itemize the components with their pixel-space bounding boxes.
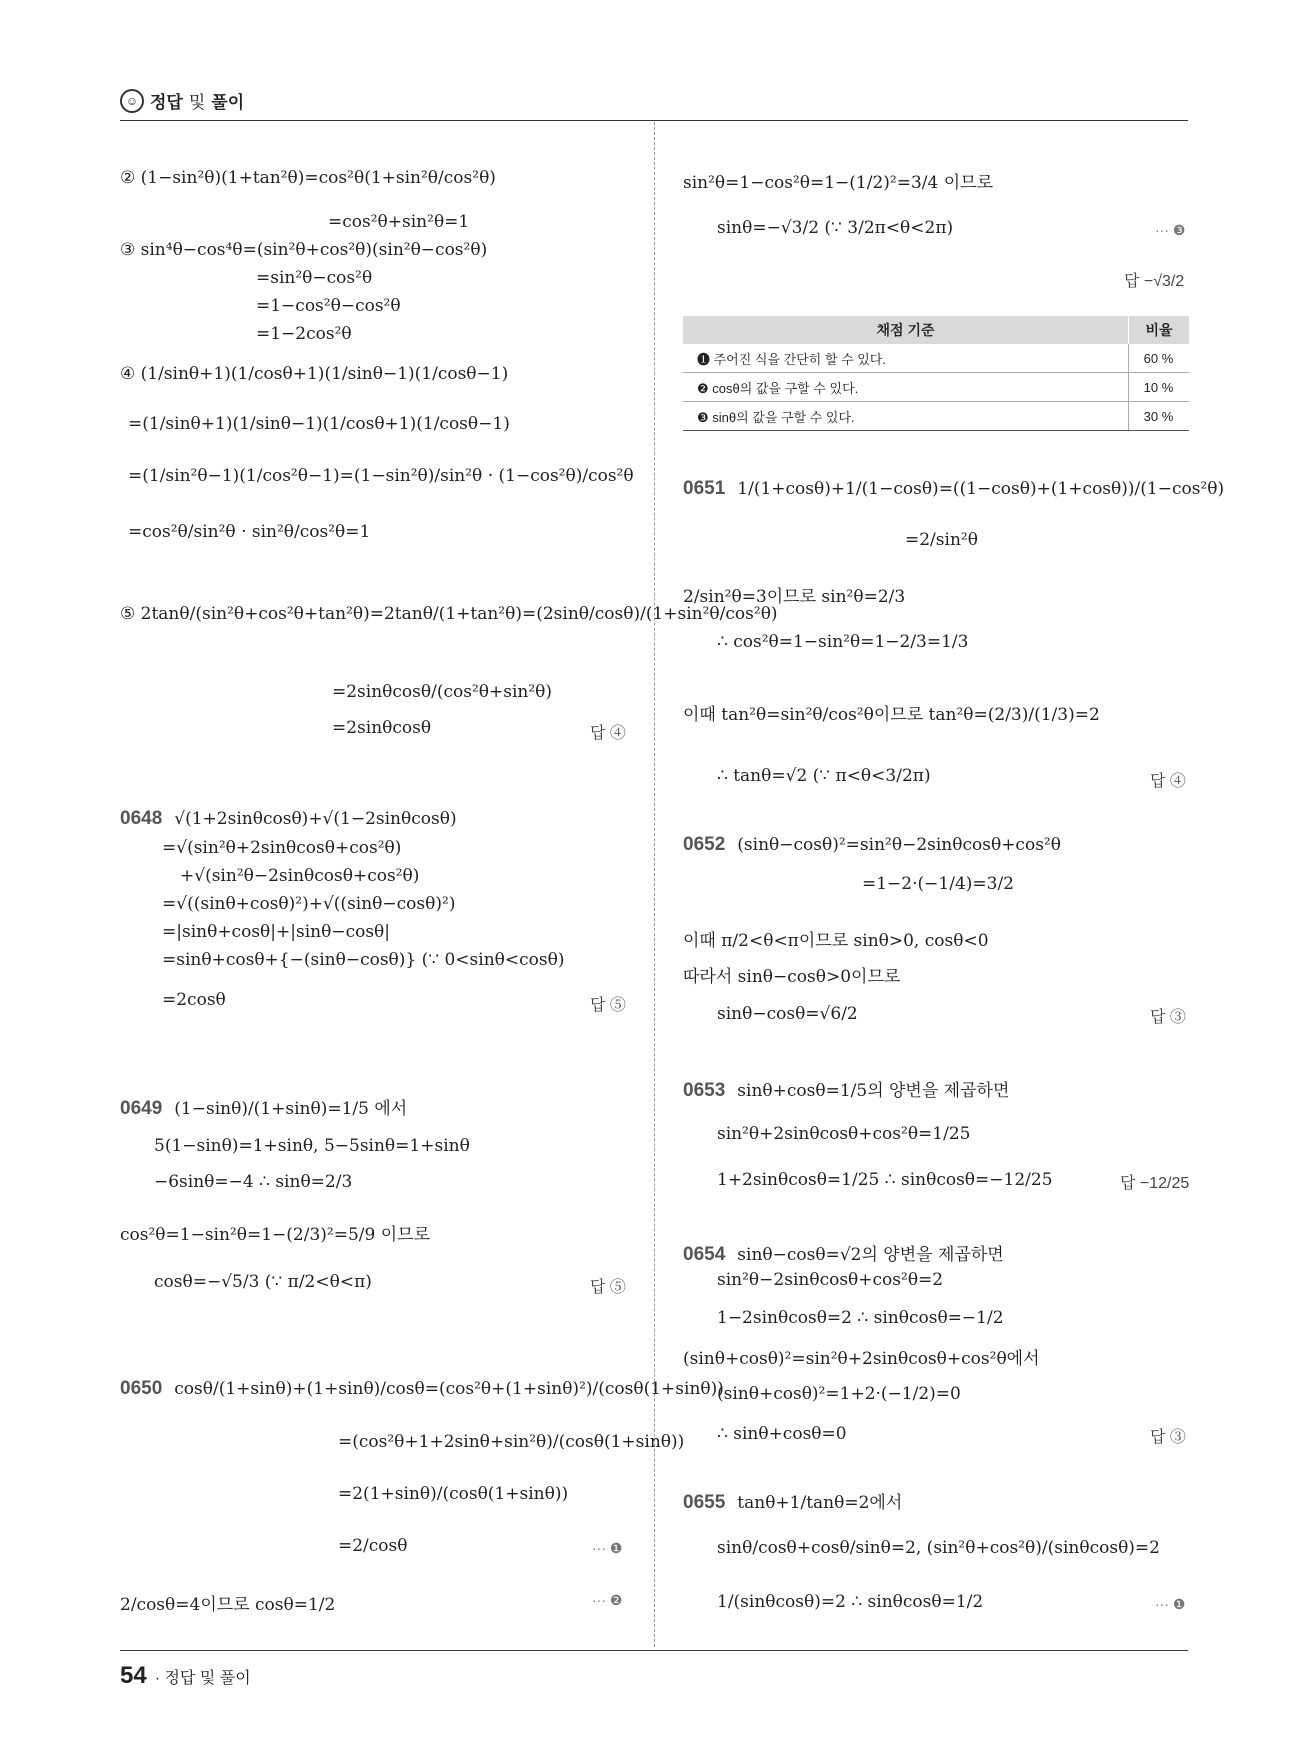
problem-0649 [120, 1094, 407, 1120]
eq-line: ⑤ 2tanθ/(sin²θ+cos²θ+tan²θ)=2tanθ/(1+tan²θ)=(2sinθ/cosθ)/(1+sin²θ/cos²θ) [120, 604, 778, 624]
answer-mark: 답 ④ [1150, 773, 1186, 790]
eq-line: =2/cosθ [338, 1536, 408, 1556]
eq-line: =2sinθcosθ [332, 718, 432, 738]
eq-line: ② (1−sin²θ)(1+tan²θ)=cos²θ(1+sin²θ/cos²θ) [120, 168, 496, 188]
step-marker: ··· ❶ [1155, 1596, 1186, 1612]
eq-line: ∴ cos²θ=1−sin²θ=1−2/3=1/3 [717, 632, 969, 652]
page-footer [120, 1662, 251, 1690]
table-cell: 30 % [1129, 402, 1190, 431]
problem-0655 [683, 1488, 902, 1514]
eq-line: 2/cosθ=4이므로 cosθ=1/2 [120, 1595, 336, 1615]
eq-line: sinθ+cosθ=1/5의 양변을 제곱하면 [737, 1081, 1010, 1101]
eq-line: =1−2cos²θ [256, 324, 352, 344]
eq-line: (sinθ+cosθ)²=sin²θ+2sinθcosθ+cos²θ에서 [683, 1349, 1040, 1369]
eq-line: 이때 π/2<θ<π이므로 sinθ>0, cosθ<0 [683, 931, 989, 951]
header-title-a: 정답 [150, 93, 183, 112]
header-title-c: 풀이 [211, 93, 245, 112]
eq-line: ④ (1/sinθ+1)(1/cosθ+1)(1/sinθ−1)(1/cosθ−1) [120, 364, 509, 384]
answer-mark: 답 ⑤ [590, 997, 626, 1014]
answer-mark: 답 ⑤ [590, 1279, 626, 1296]
eq-line: =√((sinθ+cosθ)²)+√((sinθ−cosθ)²) [162, 894, 456, 914]
problem-0648 [120, 808, 457, 830]
problem-number: 0648 [120, 808, 163, 829]
table-cell: 10 % [1129, 373, 1190, 402]
column-divider [654, 122, 655, 1647]
eq-line: 1−2sinθcosθ=2 ∴ sinθcosθ=−1/2 [717, 1308, 1004, 1328]
eq-line: =2sinθcosθ/(cos²θ+sin²θ) [332, 682, 553, 702]
problem-0654 [683, 1240, 1004, 1266]
eq-line: =2cosθ [162, 990, 226, 1010]
problem-0650 [120, 1378, 724, 1400]
problem-number: 0652 [683, 834, 726, 855]
eq-line: =2(1+sinθ)/(cosθ(1+sinθ)) [338, 1484, 569, 1504]
header-title-b: 및 [188, 93, 206, 112]
eq-line: =sin²θ−cos²θ [256, 268, 373, 288]
eq-line: (sinθ−cosθ)²=sin²θ−2sinθcosθ+cos²θ [737, 835, 1061, 855]
answer-mark: 답 ③ [1150, 1009, 1186, 1026]
table-header-criteria: 채점 기준 [683, 316, 1129, 344]
eq-line: cosθ/(1+sinθ)+(1+sinθ)/cosθ=(cos²θ+(1+sinθ)²)/(cosθ(1+sinθ)) [174, 1379, 724, 1399]
eq-line: sinθ−cosθ=√6/2 [717, 1004, 858, 1024]
eq-line: =√(sin²θ+2sinθcosθ+cos²θ) [162, 838, 402, 858]
eq-line: =1−2·(−1/4)=3/2 [862, 874, 1014, 894]
problem-number: 0649 [120, 1098, 163, 1119]
table-cell: ❷ cosθ의 값을 구할 수 있다. [683, 373, 1129, 402]
step-marker: ··· ❸ [1155, 222, 1186, 238]
answer-mark: 답 −√3/2 [1124, 273, 1185, 290]
answer-mark: 답 ③ [1150, 1429, 1186, 1446]
eq-line: sinθ/cosθ+cosθ/sinθ=2, (sin²θ+cos²θ)/(sinθcosθ)=2 [717, 1538, 1160, 1558]
problem-0653 [683, 1076, 1009, 1102]
step-marker: ··· ❷ [592, 1592, 623, 1608]
page-number: 54 [120, 1662, 147, 1689]
eq-line: cosθ=−√5/3 (∵ π/2<θ<π) [154, 1272, 372, 1292]
eq-line: =(1/sin²θ−1)(1/cos²θ−1)=(1−sin²θ)/sin²θ · (1−cos²θ)/cos²θ [128, 466, 634, 486]
eq-line: =sinθ+cosθ+{−(sinθ−cosθ)} (∵ 0<sinθ<cosθ) [162, 950, 565, 970]
problem-number: 0653 [683, 1080, 726, 1101]
bottom-rule [120, 1650, 1188, 1651]
eq-line: 따라서 sinθ−cosθ>0이므로 [683, 967, 901, 987]
smile-icon: ☺ [120, 89, 144, 113]
answer-mark: 답 ④ [590, 725, 626, 742]
eq-line: √(1+2sinθcosθ)+√(1−2sinθcosθ) [174, 809, 457, 829]
eq-line: 1/(sinθcosθ)=2 ∴ sinθcosθ=1/2 [717, 1592, 984, 1612]
eq-line: (sinθ+cosθ)²=1+2·(−1/2)=0 [717, 1384, 961, 1404]
table-cell: ❸ sinθ의 값을 구할 수 있다. [683, 402, 1129, 431]
eq-line: 이때 tan²θ=sin²θ/cos²θ이므로 tan²θ=(2/3)/(1/3)=2 [683, 705, 1100, 725]
eq-line: =cos²θ/sin²θ · sin²θ/cos²θ=1 [128, 522, 371, 542]
page-header [120, 88, 244, 113]
table-cell: ❶ 주어진 식을 간단히 할 수 있다. [683, 344, 1129, 373]
table-header-ratio: 비율 [1129, 316, 1190, 344]
table-row [683, 402, 1189, 431]
eq-line: ∴ tanθ=√2 (∵ π<θ<3/2π) [717, 766, 931, 786]
eq-line: sinθ−cosθ=√2의 양변을 제곱하면 [737, 1245, 1004, 1265]
eq-line: +√(sin²θ−2sinθcosθ+cos²θ) [180, 866, 420, 886]
grading-table [683, 316, 1189, 431]
eq-line: (1−sinθ)/(1+sinθ)=1/5 에서 [174, 1099, 408, 1119]
eq-line: =1−cos²θ−cos²θ [256, 296, 401, 316]
eq-line: 1/(1+cosθ)+1/(1−cosθ)=((1−cosθ)+(1+cosθ))/(1−cos²θ) [737, 479, 1225, 499]
eq-line: =|sinθ+cosθ|+|sinθ−cosθ| [162, 922, 391, 942]
eq-line: 2/sin²θ=3이므로 sin²θ=2/3 [683, 587, 906, 607]
eq-line: tanθ+1/tanθ=2에서 [737, 1493, 903, 1513]
eq-line: 5(1−sinθ)=1+sinθ, 5−5sinθ=1+sinθ [154, 1136, 470, 1156]
eq-line: ③ sin⁴θ−cos⁴θ=(sin²θ+cos²θ)(sin²θ−cos²θ) [120, 240, 488, 260]
top-rule [120, 120, 1188, 121]
eq-line: 1+2sinθcosθ=1/25 ∴ sinθcosθ=−12/25 [717, 1170, 1053, 1190]
eq-line: −6sinθ=−4 ∴ sinθ=2/3 [154, 1172, 353, 1192]
problem-0652 [683, 834, 1061, 856]
answer-mark: 답 −12/25 [1120, 1175, 1190, 1192]
table-row [683, 344, 1189, 373]
step-marker: ··· ❶ [592, 1540, 623, 1556]
eq-line: =(1/sinθ+1)(1/sinθ−1)(1/cosθ+1)(1/cosθ−1) [128, 414, 510, 434]
footer-text: · 정답 및 풀이 [154, 1670, 251, 1687]
eq-line: sin²θ+2sinθcosθ+cos²θ=1/25 [717, 1124, 971, 1144]
problem-0651 [683, 478, 1224, 500]
problem-number: 0651 [683, 478, 726, 499]
table-cell: 60 % [1129, 344, 1190, 373]
problem-number: 0654 [683, 1244, 726, 1265]
eq-line: =cos²θ+sin²θ=1 [328, 212, 470, 232]
eq-line: ∴ sinθ+cosθ=0 [717, 1424, 847, 1444]
eq-line: cos²θ=1−sin²θ=1−(2/3)²=5/9 이므로 [120, 1225, 431, 1245]
eq-line: sin²θ−2sinθcosθ+cos²θ=2 [717, 1270, 944, 1290]
problem-number: 0655 [683, 1492, 726, 1513]
table-row [683, 373, 1189, 402]
table-header-row [683, 316, 1189, 344]
eq-line: sinθ=−√3/2 (∵ 3/2π<θ<2π) [717, 218, 954, 238]
eq-line: =(cos²θ+1+2sinθ+sin²θ)/(cosθ(1+sinθ)) [338, 1432, 685, 1452]
eq-line: =2/sin²θ [905, 530, 978, 550]
eq-line: sin²θ=1−cos²θ=1−(1/2)²=3/4 이므로 [683, 173, 994, 193]
problem-number: 0650 [120, 1378, 163, 1399]
